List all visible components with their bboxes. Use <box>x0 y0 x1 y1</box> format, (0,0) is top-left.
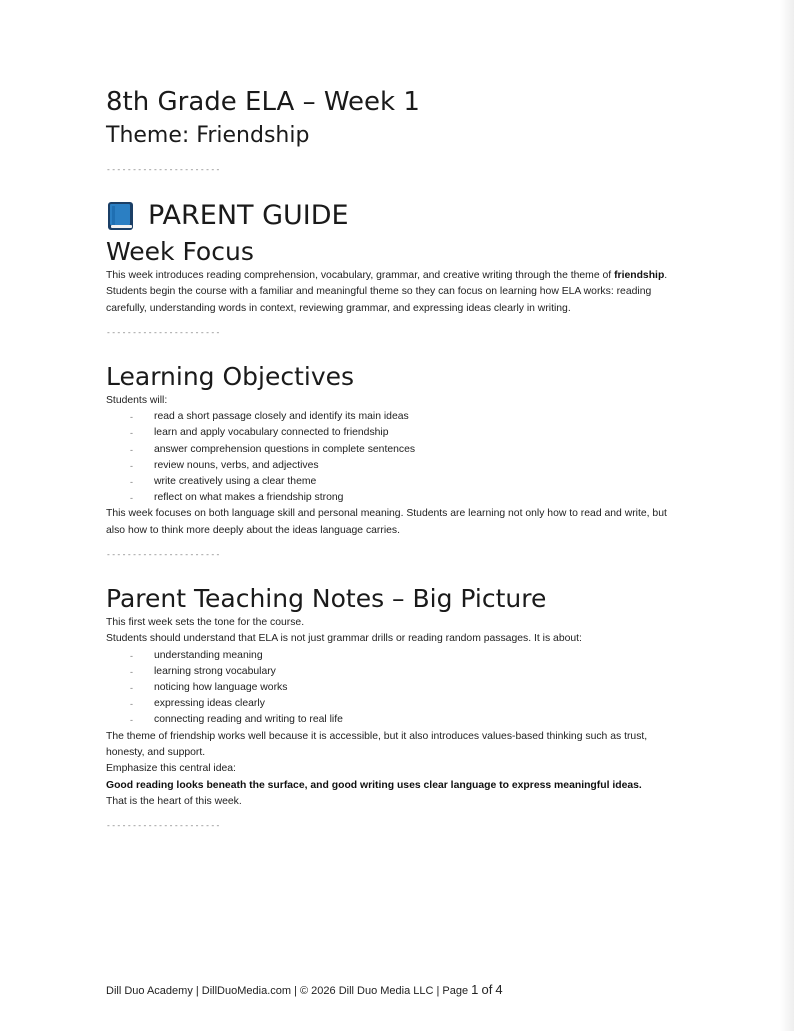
teaching-notes-paragraph-2: Students should understand that ELA is not just grammar drills or reading random passages. It is about: <box>106 633 582 645</box>
document-page <box>106 84 686 832</box>
list-item: - answer comprehension questions in complete sentences <box>106 442 686 458</box>
section-divider: ---------------------- <box>106 550 221 559</box>
list-item: - reflect on what makes a friendship strong <box>106 490 686 506</box>
week-focus-heading: Week Focus <box>106 237 254 266</box>
teaching-notes-paragraph-3: The theme of friendship works well because it is accessible, but it also introduces values-based thinking such as trust, honesty, and support. <box>106 730 648 758</box>
page-edge-shadow <box>780 0 794 1031</box>
list-item: - noticing how language works <box>106 680 686 696</box>
learning-objectives-heading: Learning Objectives <box>106 361 355 391</box>
bullet-dash: - <box>130 715 133 726</box>
page-number: 1 <box>471 982 479 997</box>
bullet-dash: - <box>130 699 133 710</box>
learning-objectives-list <box>106 409 686 506</box>
section-divider: ---------------------- <box>106 165 221 174</box>
page-of: of <box>481 982 493 997</box>
teaching-notes-paragraph-5: That is the heart of this week. <box>106 795 242 807</box>
central-idea-bold: Good reading looks beneath the surface, and good writing uses clear language to express meaningful ideas. <box>106 779 642 791</box>
week-focus-paragraph-2: Students begin the course with a familiar and meaningful theme so they can focus on learning how ELA works: reading carefully, understanding words in context, reviewing grammar, and expressing ideas clearly in writing. <box>106 286 652 314</box>
parent-guide-heading <box>106 196 686 236</box>
list-item: - understanding meaning <box>106 648 686 664</box>
learning-objectives-intro: Students will: <box>106 394 168 406</box>
bullet-dash: - <box>130 666 133 677</box>
bullet-dash: - <box>130 428 133 439</box>
page-footer <box>106 982 503 999</box>
week-focus-paragraph-1: This week introduces reading comprehension, vocabulary, grammar, and creative writing through the theme of friendship. <box>106 270 668 281</box>
teaching-notes-list <box>106 648 686 729</box>
list-item: - expressing ideas clearly <box>106 696 686 712</box>
section-divider: ---------------------- <box>106 327 221 337</box>
list-item: - connecting reading and writing to real life <box>106 712 686 728</box>
bullet-dash: - <box>130 444 133 455</box>
bullet-dash: - <box>130 477 133 487</box>
teaching-notes-paragraph-1: This first week sets the tone for the course. <box>106 617 305 628</box>
section-divider: ---------------------- <box>106 821 221 831</box>
list-item: - learn and apply vocabulary connected to friendship <box>106 425 686 441</box>
friendship-bold: friendship <box>614 270 665 281</box>
list-item: - review nouns, verbs, and adjectives <box>106 458 686 474</box>
parent-guide-title: PARENT GUIDE <box>148 200 349 231</box>
list-item: - read a short passage closely and identify its main ideas <box>106 409 686 425</box>
learning-objectives-closing: This week focuses on both language skill and personal meaning. Students are learning not only how to read and write, but also how to think more deeply about the ideas language carries. <box>106 508 667 536</box>
bullet-dash: - <box>130 493 133 504</box>
blue-book-icon <box>106 201 136 231</box>
page-total: 4 <box>495 982 503 997</box>
bullet-dash: - <box>130 683 133 693</box>
teaching-notes-heading: Parent Teaching Notes – Big Picture <box>106 584 547 613</box>
document-title: 8th Grade ELA – Week 1 <box>106 87 420 117</box>
document-subtitle: Theme: Friendship <box>106 123 310 148</box>
list-item: - write creatively using a clear theme <box>106 474 686 490</box>
bullet-dash: - <box>130 460 133 471</box>
bullet-dash: - <box>130 412 133 423</box>
bullet-dash: - <box>130 650 133 661</box>
teaching-notes-paragraph-4: Emphasize this central idea: <box>106 763 236 775</box>
footer-text: Dill Duo Academy | DillDuoMedia.com | © 2026 Dill Duo Media LLC | Page <box>106 985 472 997</box>
list-item: - learning strong vocabulary <box>106 664 686 680</box>
